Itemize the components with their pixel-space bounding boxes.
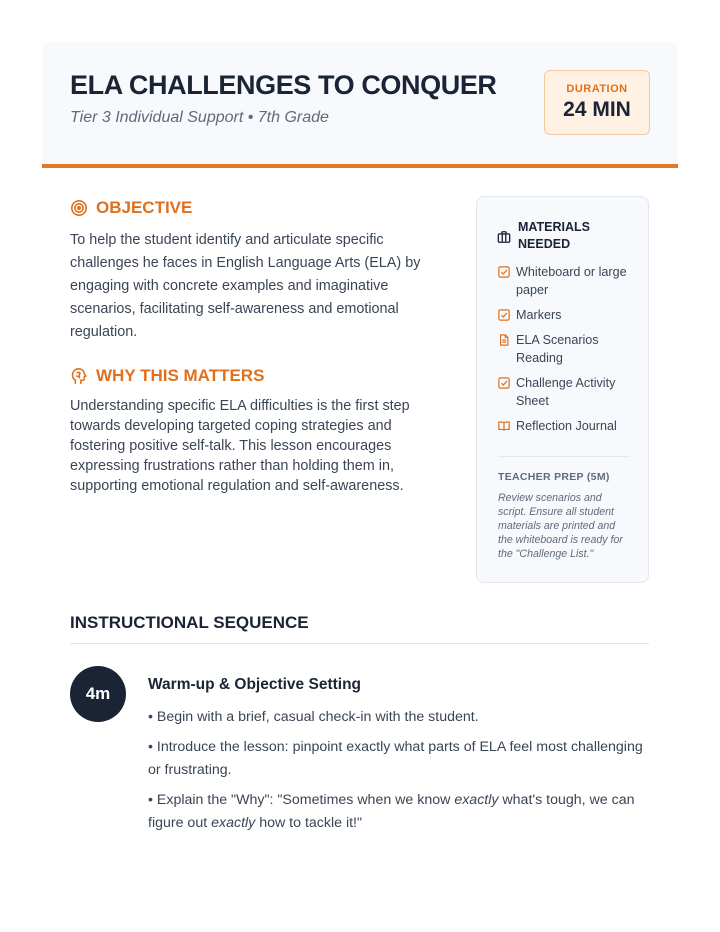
duration-value: 24 MIN [563, 98, 631, 121]
materials-list [498, 263, 638, 442]
list-item [498, 263, 638, 299]
teacher-prep-label: TEACHER PREP (5M) [498, 456, 630, 483]
step-title: Warm-up & Objective Setting [148, 676, 362, 693]
material-label: Whiteboard or large paper [516, 265, 627, 297]
briefcase-icon [497, 230, 511, 244]
step-bullets [148, 706, 648, 842]
material-label: Challenge Activity Sheet [516, 376, 616, 408]
step-duration-badge: 4m [70, 666, 126, 722]
list-item: • Introduce the lesson: pinpoint exactly what parts of ELA feel most challenging or frustrating. [148, 739, 643, 778]
materials-heading [497, 219, 608, 253]
sequence-title: INSTRUCTIONAL SEQUENCE [70, 613, 649, 644]
list-item [498, 374, 638, 410]
material-label: Reflection Journal [516, 419, 617, 433]
page-subtitle: Tier 3 Individual Support • 7th Grade [70, 109, 329, 126]
bullet-text: how to tackle it!" [255, 815, 363, 831]
bullet-text: what's tough, we can figure out [148, 792, 635, 831]
duration-badge [544, 70, 650, 135]
book-icon [498, 420, 510, 432]
objective-title: OBJECTIVE [96, 198, 193, 217]
objective-heading [70, 198, 192, 218]
checkbox-icon [498, 266, 510, 278]
page-title: ELA CHALLENGES TO CONQUER [70, 70, 497, 100]
why-heading [70, 366, 264, 386]
lesson-header [42, 42, 678, 168]
emphasis-text: exactly [211, 815, 256, 831]
brain-icon [70, 367, 88, 385]
list-item: • Begin with a brief, casual check-in with the student. [148, 709, 479, 725]
materials-panel [476, 196, 649, 583]
document-icon [498, 334, 510, 346]
list-item [498, 417, 638, 435]
list-item [148, 789, 648, 835]
checkbox-icon [498, 377, 510, 389]
duration-label: DURATION [566, 83, 628, 95]
target-icon [70, 199, 88, 217]
emphasis-text: exactly [454, 792, 499, 808]
list-item [498, 306, 638, 324]
why-title: WHY THIS MATTERS [96, 366, 265, 385]
material-label: Markers [516, 308, 562, 322]
objective-text: To help the student identify and articulate specific challenges he faces in English Language Arts (ELA) by engaging with concrete examples and imaginative scenarios, facilitating self-awareness and emotional regulation. [70, 232, 421, 340]
materials-title: MATERIALS NEEDED [518, 220, 590, 251]
material-label: ELA Scenarios Reading [516, 333, 599, 365]
teacher-prep-text: Review scenarios and script. Ensure all student materials are printed and the whiteboard is ready for the "Challenge List." [498, 492, 623, 560]
checkbox-icon [498, 309, 510, 321]
why-text: Understanding specific ELA difficulties is the first step towards developing targeted coping strategies and fostering positive self-talk. This lesson encourages expressing frustrations rather than holding them in, supporting emotional regulation and self-awareness. [70, 398, 410, 494]
bullet-text: • Explain the "Why": "Sometimes when we know [148, 792, 455, 808]
list-item [498, 331, 638, 367]
